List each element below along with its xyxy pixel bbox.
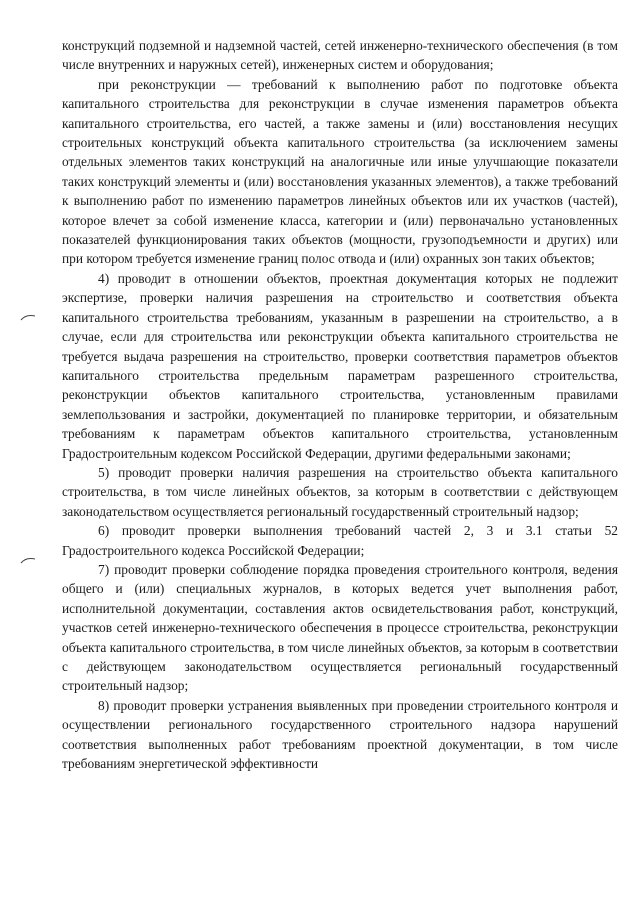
paragraph-continuation: конструкций подземной и надземной частей, сетей инженерно-технического обеспечения (в том числе внутренних и наружных сетей), инженерных систем и оборудования; bbox=[62, 38, 618, 73]
paragraph-reconstruction: при реконструкции — требований к выполнению работ по подготовке объекта капитального строительства для реконструкции в случае изменения параметров объекта капитального строительства, его частей, а также замены и (или) восстановления несущих строительных конструкций объекта капитального строительства (за исключением замены отдельных элементов таких конструкций на аналогичные или иные улучшающие показатели таких конструкций элементы и (или) восстановления указанных элементов), а также требований к выполнению работ по изменению параметров линейных объектов или их участков (частей), которое влечет за собой изменение класса, категории и (или) первоначально установленных показателей функционирования таких объектов (мощности, грузоподъемности и других) или при котором требуется изменение границ полос отвода и (или) охранных зон таких объектов; bbox=[62, 76, 618, 267]
paragraph-item-8: 8) проводит проверки устранения выявленных при проведении строительного контроля и осуществлении регионального государственного строительного надзора нарушений соответствия выполненных работ требованиям проектной документации, в том числе требованиям энергетической эффективности bbox=[62, 697, 618, 772]
margin-mark-1 bbox=[20, 313, 36, 321]
paragraph-item-7: 7) проводит проверки соблюдение порядка проведения строительного контроля, ведения общего и (или) специальных журналов, в которых ведется учет выполнения работ, исполнительной документации, составления актов освидетельствования работ, конструкций, участков сетей инженерно-технического обеспечения в процессе строительства, реконструкции объекта капитального строительства, в том числе линейных объектов, за которым в соответствии с действующем законодательством осуществляется региональный государственный строительный надзор; bbox=[62, 561, 618, 694]
margin-mark-2 bbox=[20, 556, 36, 564]
paragraph-item-4: 4) проводит в отношении объектов, проектная документация которых не подлежит экспертизе, проверки наличия разрешения на строительство и соответствия объекта капитального строительства требованиям, указанным в разрешении на строительство, а в случае, если для строительства или реконструкции объекта капитального строительства не требуется выдача разрешения на строительство, проверки соответствия параметров объектов капитального строительства предельным параметрам разрешенного строительства, реконструкции объектов капитального строительства, установленным правилами землепользования и застройки, документацией по планировке территории, и обязательным требованиям к параметрам объектов капитального строительства, установленным Градостроительным кодексом Российской Федерации, другими федеральными законами; bbox=[62, 270, 618, 461]
paragraph-item-6: 6) проводит проверки выполнения требований частей 2, 3 и 3.1 статьи 52 Градостроительного кодекса Российской Федерации; bbox=[62, 523, 618, 558]
paragraph-item-5: 5) проводит проверки наличия разрешения на строительство объекта капитального строительства, в том числе линейных объектов, за которым в соответствии с действующем законодательством осуществляется региональный государственный строительный надзор; bbox=[62, 464, 618, 519]
document-page bbox=[62, 36, 618, 773]
